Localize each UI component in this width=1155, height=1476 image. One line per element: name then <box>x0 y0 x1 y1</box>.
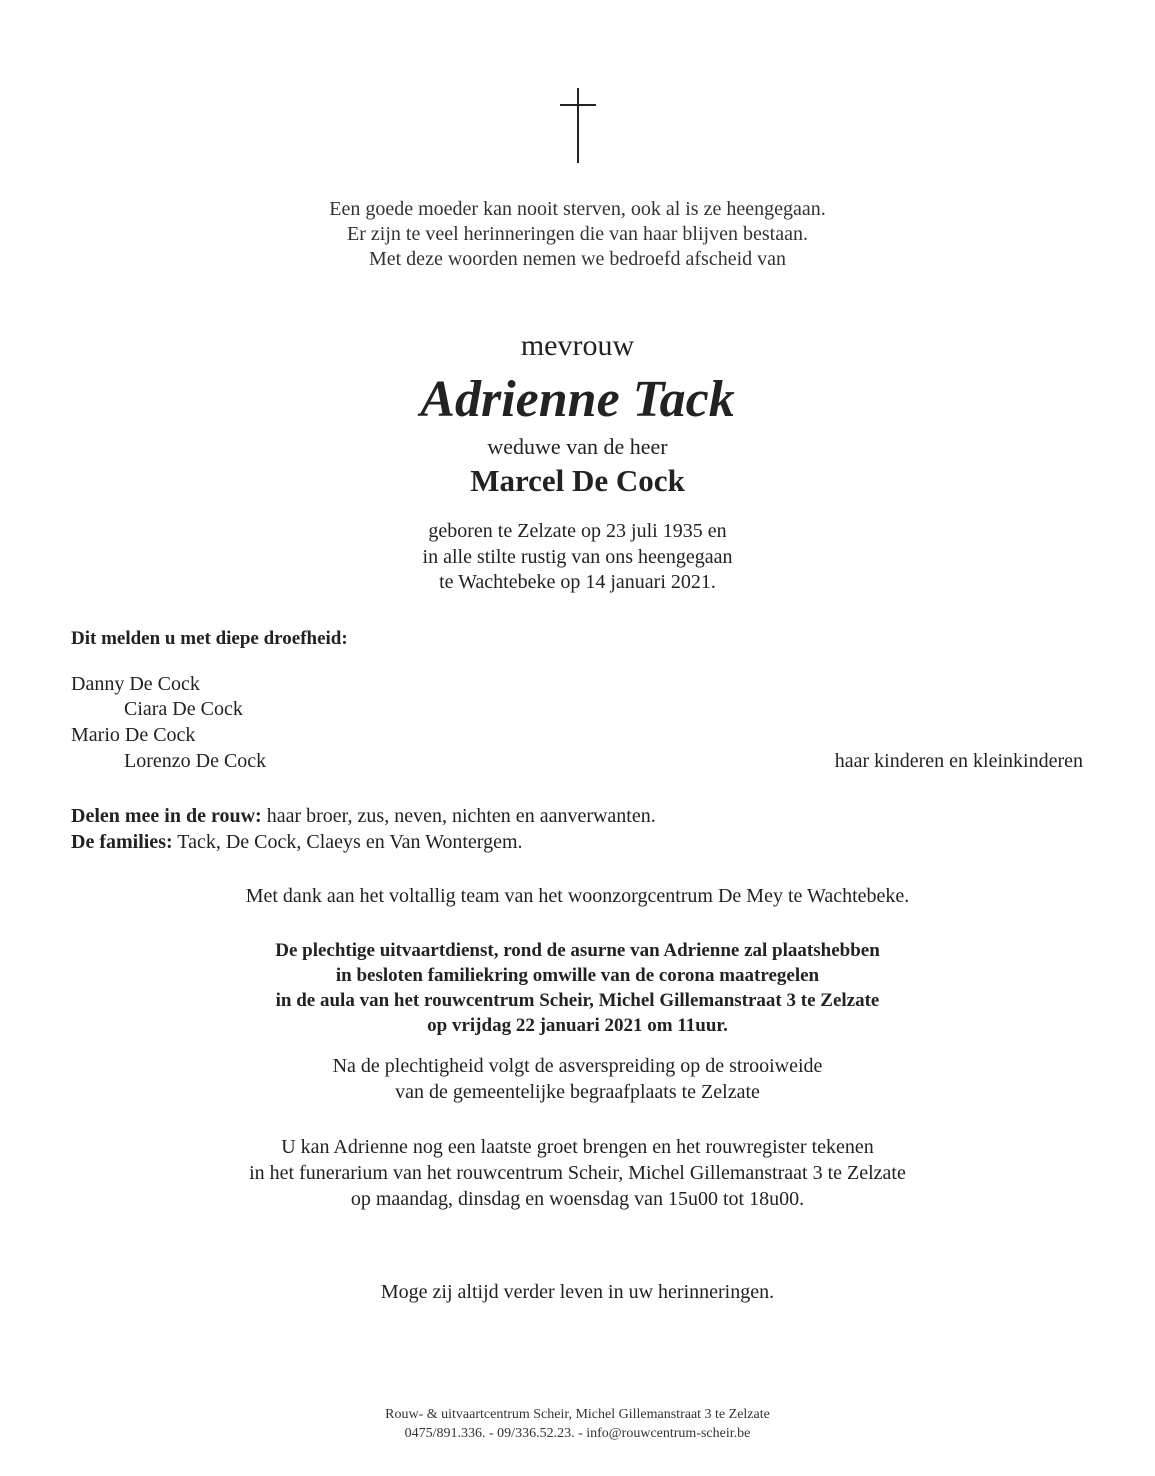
intro-poem <box>0 197 1155 272</box>
life-dates <box>0 519 1155 596</box>
service-announcement <box>0 938 1155 1038</box>
thanks-note: Met dank aan het voltallig team van het woonzorgcentrum De Mey te Wachtebeke. <box>245 885 910 907</box>
service-line: in de aula van het rouwcentrum Scheir, Michel Gillemanstraat 3 te Zelzate <box>275 990 880 1011</box>
service-line: op vrijdag 22 januari 2021 om 11uur. <box>427 1015 728 1036</box>
closing-line: Moge zij altijd verder leven in uw herinneringen. <box>380 1281 775 1303</box>
intro-line: Met deze woorden nemen we bedroefd afscheid van <box>368 248 787 270</box>
announcement-heading: Dit melden u met diepe droefheid: <box>71 628 348 649</box>
footer-phone-email: 0475/891.336. - 09/336.52.23. - info@rouwcentrum-scheir.be <box>404 1426 751 1441</box>
cross-horizontal-bar <box>560 104 596 106</box>
ashes-line: Na de plechtigheid volgt de asverspreiding op de strooiweide <box>332 1055 823 1077</box>
service-line: in besloten familiekring omwille van de corona maatregelen <box>335 965 820 986</box>
service-line: De plechtige uitvaartdienst, rond de asurne van Adrienne zal plaatshebben <box>275 940 880 961</box>
ashes-line: van de gemeentelijke begraafplaats te Zelzate <box>395 1081 760 1103</box>
husband-name: Marcel De Cock <box>470 463 685 498</box>
visitation-info <box>0 1134 1155 1212</box>
visit-line: in het funerarium van het rouwcentrum Scheir, Michel Gillemanstraat 3 te Zelzate <box>249 1162 906 1184</box>
mourning-text: haar broer, zus, neven, nichten en aanverwanten. <box>261 805 656 827</box>
visit-line: U kan Adrienne nog een laatste groet brengen en het rouwregister tekenen <box>281 1136 874 1158</box>
mourning-label: Delen mee in de rouw: <box>71 805 262 827</box>
footer-address: Rouw- & uitvaartcentrum Scheir, Michel Gillemanstraat 3 te Zelzate <box>385 1407 770 1422</box>
footer-contact <box>0 1405 1155 1443</box>
intro-line: Een goede moeder kan nooit sterven, ook al is ze heengegaan. <box>329 198 826 220</box>
family-member: Lorenzo De Cock <box>124 750 267 772</box>
family-member: Ciara De Cock <box>124 698 243 720</box>
intro-line: Er zijn te veel herinneringen die van haar blijven bestaan. <box>347 223 808 245</box>
cross-vertical-bar <box>577 88 579 163</box>
mourning-block <box>71 803 656 855</box>
mourning-line <box>71 803 656 829</box>
family-relation: haar kinderen en kleinkinderen <box>834 750 1083 772</box>
families-label: De families: <box>71 831 173 853</box>
deceased-name: Adrienne Tack <box>420 371 735 428</box>
visit-line: op maandag, dinsdag en woensdag van 15u00 tot 18u00. <box>350 1188 805 1210</box>
family-member: Danny De Cock <box>71 673 200 695</box>
dates-line: te Wachtebeke op 14 januari 2021. <box>439 571 716 593</box>
families-line <box>71 829 656 855</box>
widow-of-label: weduwe van de heer <box>487 434 668 459</box>
dates-line: geboren te Zelzate op 23 juli 1935 en <box>428 520 727 542</box>
ashes-scattering <box>0 1053 1155 1105</box>
honorific: mevrouw <box>520 329 635 362</box>
families-text: Tack, De Cock, Claeys en Van Wontergem. <box>172 831 523 853</box>
family-member: Mario De Cock <box>71 724 196 746</box>
dates-line: in alle stilte rustig van ons heengegaan <box>422 545 733 568</box>
